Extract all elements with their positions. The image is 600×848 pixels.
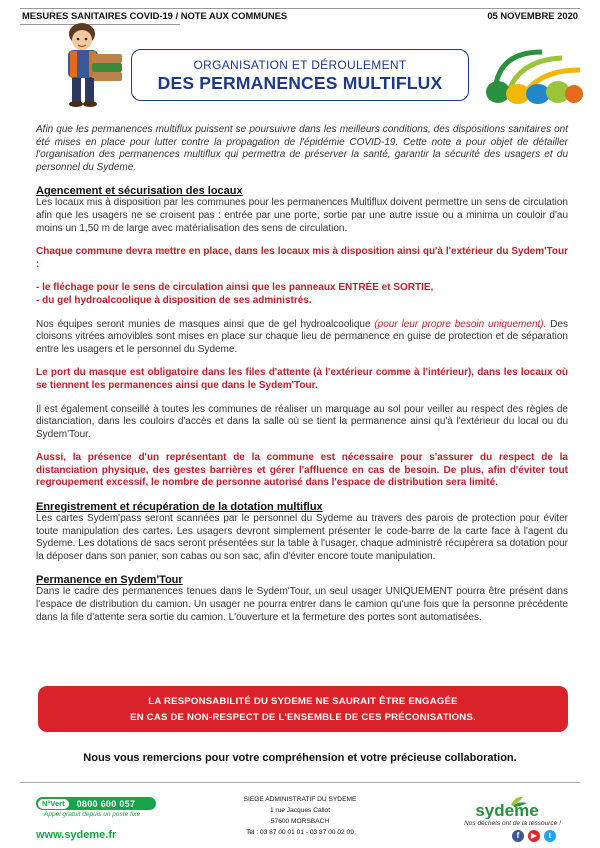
banner-line-1: LA RESPONSABILITÉ DU SYDEME NE SAURAIT ÊTRE ENGAGÉE: [148, 696, 458, 707]
intro-paragraph: Afin que les permanences multiflux puissent se poursuivre dans les meilleurs conditions, des dispositions sanitaires ont été mises en place pour lutter contre la propagation de l'épidémie COVID-19. Cette note a pour objet de détailler l'organisation des permanences multiflux qui permettra de préserver la santé, garantir la sécurité des usagers et du personnel du Sydeme.: [36, 124, 568, 173]
p2-text-b: (pour leur propre besoin uniquement).: [374, 318, 547, 330]
requirement-bullet-gel: - du gel hydroalcoolique à disposition de ses administrés.: [36, 294, 312, 306]
warning-banner: [38, 686, 568, 732]
mascot-illustration: [52, 18, 130, 108]
mask-requirement: Le port du masque est obligatoire dans les files d'attente (à l'extérieur comme à l'intérieur), dans les locaux où se tiennent les permanences ainsi que dans le Sydem'Tour.: [36, 367, 568, 391]
twitter-icon[interactable]: t: [544, 830, 556, 842]
free-call-note: Appel gratuit depuis un poste fixe: [44, 811, 141, 818]
p2-text-a: Nos équipes seront munies de masques ainsi que de gel hydroalcoolique: [36, 318, 375, 330]
numero-vert-number: 0800 600 057: [76, 798, 136, 809]
main-content: [36, 124, 568, 635]
p2-text-c: Des cloisons vitrées amovibles sont mises en place sur chaque lieu de permanence en guise de protection et de séparation entre les usagers et le personnel du Sydeme.: [36, 318, 568, 355]
address-line: SIEGE ADMINISTRATIF DU SYDEME: [243, 796, 357, 803]
header-rule-top: [20, 8, 580, 9]
section2-paragraph: Les cartes Sydem'pass seront scannées par le personnel du Sydeme au travers des parois de protection pour éviter toute manipulation des cartes. Les usagers devront simplement présenter le code-barre de la carte face à l'agent du Sydeme. Les dotations de sacs seront présentées sur la table à l'usager, chaque administré récupèrera sa dotation pour la déposer dans son panier, son cabas ou son sac, afin d'éviter encore toute manipulation.: [36, 513, 568, 562]
title-line-1: ORGANISATION ET DÉROULEMENT: [193, 58, 407, 72]
requirement-bullet-signage: - le fléchage pour le sens de circulation ainsi que les panneaux ENTRÉE et SORTIE,: [36, 282, 434, 294]
header-date: 05 NOVEMBRE 2020: [487, 10, 578, 21]
title-box: [131, 49, 469, 101]
address-line: 57600 MORSBACH: [270, 818, 330, 825]
sydeme-logo: [467, 795, 547, 819]
numero-vert-label: N°Vert: [38, 799, 69, 809]
section-heading-enregistrement: Enregistrement et récupération de la dotation multiflux: [36, 501, 323, 514]
section3-paragraph: Dans le cadre des permanences tenues dans le Sydem'Tour, un seul usager UNIQUEMENT pourra être présent dans l'espace de distribution du camion. Un usager ne pourra entrer dans le camion qu'une fois que la personne précédente dans la file d'attente sera sortie du camion. L'ouverture et la fermeture des portes sont automatisées.: [36, 586, 568, 623]
waste-bags-illustration: [482, 48, 584, 104]
logo-text: sydeme: [475, 801, 539, 819]
banner-line-2: EN CAS DE NON-RESPECT DE L'ENSEMBLE DE CES PRÉCONISATIONS.: [130, 712, 476, 723]
address-block: [200, 794, 400, 838]
section-heading-sydemtour: Permanence en Sydem'Tour: [36, 574, 183, 587]
section1-paragraph-3: Il est également conseillé à toutes les communes de réaliser un marquage au sol pour veiller au respect des règles de distanciation, dans les couloirs d'accès et dans la salle où se tient la permanence ainsi qu'à l'extérieur du local ou du Sydem'Tour.: [36, 403, 568, 440]
address-line: Tel : 03 87 00 01 01 - 03 87 00 02 09: [246, 829, 354, 836]
youtube-icon[interactable]: ▶: [528, 830, 540, 842]
thanks-message: Nous vous remercions pour votre compréhension et votre précieuse collaboration.: [83, 752, 517, 764]
address-line: 1 rue Jacques Callot: [269, 807, 331, 814]
website-link[interactable]: www.sydeme.fr: [36, 829, 117, 841]
section-heading-agencement: Agencement et sécurisation des locaux: [36, 185, 243, 198]
header-title: MESURES SANITAIRES COVID-19 / NOTE AUX COMMUNES: [22, 10, 288, 21]
numero-vert-badge: [36, 797, 156, 810]
section1-paragraph-1: Les locaux mis à disposition par les communes pour les permanences Multiflux doivent permettre un sens de circulation afin que les usagers ne se croisent pas : entrée par une porte, sortie par une autre issue ou a minima un couloir d'au moins un 1,50 m de large avec matérialisation des sens de circulation.: [36, 197, 568, 234]
slogan: Nos déchets ont de la ressource !: [464, 820, 561, 827]
section1-paragraph-2: [36, 319, 568, 357]
representative-requirement: Aussi, la présence d'un représentant de la commune est nécessaire pour s'assurer du respect de la distanciation physique, des gestes barrières et gérer l'affluence en cas de besoin. De plus, afin d'éviter tout regroupement excessif, le nombre de personne autorisé dans l'espace de distribution sera limité.: [36, 452, 568, 489]
page-title: DES PERMANENCES MULTIFLUX: [157, 73, 443, 93]
facebook-icon[interactable]: f: [512, 830, 524, 842]
social-links: [512, 830, 556, 842]
footer-rule: [20, 782, 580, 783]
section1-requirements: Chaque commune devra mettre en place, dans les locaux mis à disposition ainsi qu'à l'extérieur du Sydem'Tour :: [36, 246, 568, 270]
